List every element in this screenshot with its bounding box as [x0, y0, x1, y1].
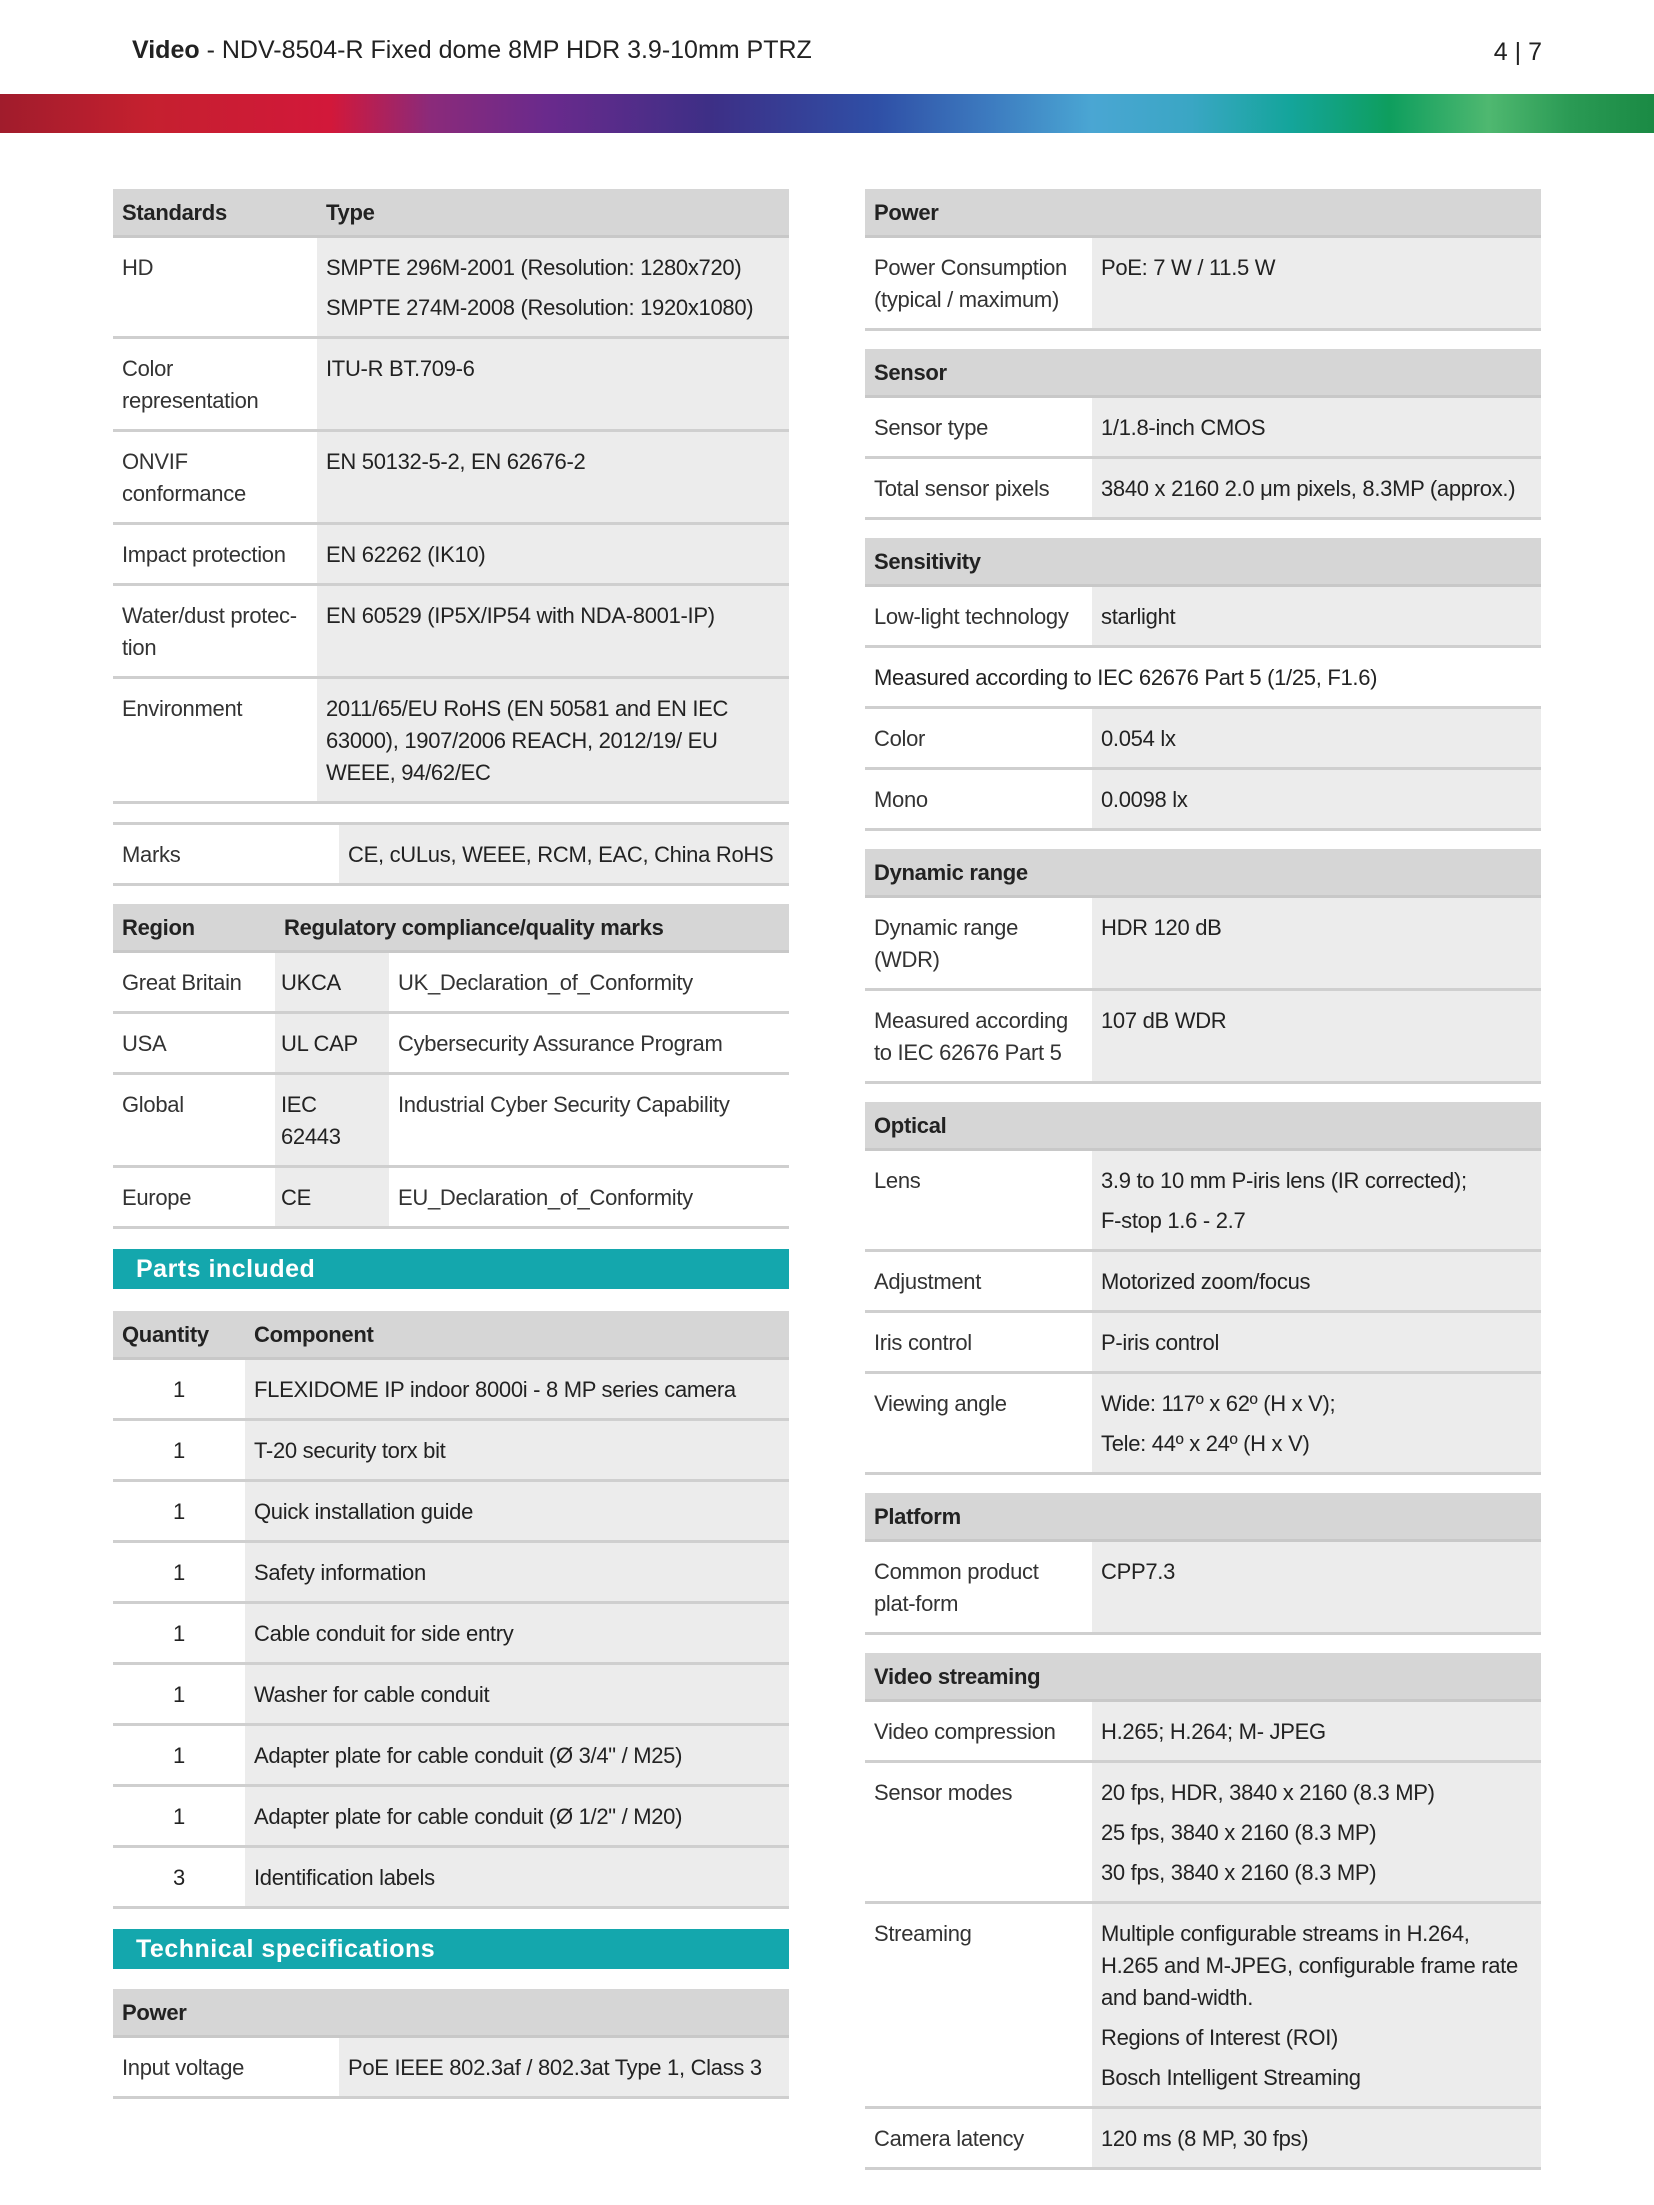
part-component: Washer for cable conduit	[245, 1664, 789, 1725]
streaming-value-line: H.265; H.264; M- JPEG	[1101, 1719, 1326, 1744]
power-consumption-value: PoE: 7 W / 11.5 W	[1092, 237, 1541, 330]
streaming-value-line: 120 ms (8 MP, 30 fps)	[1101, 2126, 1309, 2151]
part-row	[113, 1786, 789, 1847]
part-component: Cable conduit for side entry	[245, 1603, 789, 1664]
part-row	[113, 1359, 789, 1420]
sensitivity-table	[865, 538, 1541, 831]
optical-header: Optical	[865, 1102, 1541, 1150]
standard-value	[317, 431, 789, 524]
dynamic-range-row	[865, 897, 1541, 990]
region-desc: Cybersecurity Assurance Program	[389, 1013, 789, 1074]
platform-value: CPP7.3	[1092, 1541, 1541, 1634]
power-header: Power	[865, 189, 1541, 237]
streaming-row	[865, 1762, 1541, 1903]
optical-value-line: F-stop 1.6 - 2.7	[1101, 1208, 1246, 1233]
region-desc: Industrial Cyber Security Capability	[389, 1074, 789, 1167]
streaming-value-line: 20 fps, HDR, 3840 x 2160 (8.3 MP)	[1101, 1780, 1435, 1805]
region-table	[113, 904, 789, 1229]
platform-table	[865, 1493, 1541, 1635]
sensor-label: Sensor type	[865, 397, 1092, 458]
input-power-table	[113, 1989, 789, 2099]
sensitivity-row	[865, 708, 1541, 769]
page-number: 4 | 7	[1493, 38, 1542, 66]
streaming-value	[1092, 1762, 1541, 1903]
component-header: Component	[245, 1311, 789, 1359]
part-quantity: 1	[113, 1664, 245, 1725]
part-quantity: 1	[113, 1481, 245, 1542]
region-header: Region	[113, 904, 275, 952]
part-row	[113, 1847, 789, 1908]
left-column	[113, 189, 789, 2099]
standard-value	[317, 524, 789, 585]
part-component: Safety information	[245, 1542, 789, 1603]
sensor-value-line: 3840 x 2160 2.0 μm pixels, 8.3MP (approx.)	[1101, 476, 1516, 501]
optical-label: Iris control	[865, 1312, 1092, 1373]
optical-row	[865, 1150, 1541, 1251]
region-region: USA	[113, 1013, 275, 1074]
dynamic-range-header: Dynamic range	[865, 849, 1541, 897]
sensitivity-value	[1092, 769, 1541, 830]
part-component: Adapter plate for cable conduit (Ø 3/4" / M25)	[245, 1725, 789, 1786]
marks-table	[113, 822, 789, 886]
sensitivity-header: Sensitivity	[865, 538, 1541, 586]
part-quantity: 1	[113, 1603, 245, 1664]
standards-table	[113, 189, 789, 804]
standard-value-line: EN 50132-5-2, EN 62676-2	[326, 449, 586, 474]
region-row	[113, 1013, 789, 1074]
optical-row	[865, 1312, 1541, 1373]
video-streaming-table	[865, 1653, 1541, 2170]
standard-value	[317, 338, 789, 431]
part-component: Identification labels	[245, 1847, 789, 1908]
region-mark: UL CAP	[275, 1013, 389, 1074]
dynamic-range-label: Dynamic range (WDR)	[865, 897, 1092, 990]
region-desc: EU_Declaration_of_Conformity	[389, 1167, 789, 1228]
streaming-value-line: Regions of Interest (ROI)	[1101, 2025, 1339, 2050]
right-column	[865, 189, 1541, 2170]
sensor-value	[1092, 397, 1541, 458]
dynamic-range-value	[1092, 990, 1541, 1083]
sensitivity-label: Mono	[865, 769, 1092, 830]
sensor-value	[1092, 458, 1541, 519]
optical-value	[1092, 1251, 1541, 1312]
optical-value-line: Tele: 44º x 24º (H x V)	[1101, 1431, 1310, 1456]
standard-row	[113, 585, 789, 678]
part-row	[113, 1542, 789, 1603]
standard-row	[113, 237, 789, 338]
sensor-row	[865, 458, 1541, 519]
sensitivity-label: Color	[865, 708, 1092, 769]
parts-included-title: Parts included	[113, 1249, 789, 1289]
part-quantity: 1	[113, 1725, 245, 1786]
optical-label: Viewing angle	[865, 1373, 1092, 1474]
streaming-value-line: Multiple configurable streams in H.264, H.265 and M-JPEG, configurable frame rate and band-width.	[1101, 1921, 1518, 2010]
streaming-value-line: 30 fps, 3840 x 2160 (8.3 MP)	[1101, 1860, 1377, 1885]
input-voltage-label: Input voltage	[113, 2037, 339, 2098]
sensitivity-row	[865, 769, 1541, 830]
region-mark: IEC 62443	[275, 1074, 389, 1167]
standard-value	[317, 237, 789, 338]
streaming-value	[1092, 1701, 1541, 1762]
input-voltage-value: PoE IEEE 802.3af / 802.3at Type 1, Class 3	[339, 2037, 789, 2098]
dynamic-range-table	[865, 849, 1541, 1084]
standard-value-line: EN 62262 (IK10)	[326, 542, 486, 567]
streaming-value	[1092, 1903, 1541, 2108]
part-quantity: 1	[113, 1786, 245, 1847]
compliance-header: Regulatory compliance/quality marks	[275, 904, 789, 952]
optical-value-line: Motorized zoom/focus	[1101, 1269, 1311, 1294]
optical-value-line: 3.9 to 10 mm P-iris lens (IR corrected);	[1101, 1168, 1467, 1193]
optical-row	[865, 1251, 1541, 1312]
part-row	[113, 1420, 789, 1481]
streaming-row	[865, 1903, 1541, 2108]
standard-value-line: SMPTE 296M-2001 (Resolution: 1280x720)	[326, 255, 742, 280]
optical-value	[1092, 1312, 1541, 1373]
power-header: Power	[113, 1989, 789, 2037]
power-consumption-label: Power Consumption (typical / maximum)	[865, 237, 1092, 330]
part-component: Adapter plate for cable conduit (Ø 1/2" / M20)	[245, 1786, 789, 1847]
lowlight-label: Low-light technology	[865, 586, 1092, 647]
optical-table	[865, 1102, 1541, 1475]
streaming-row	[865, 1701, 1541, 1762]
dynamic-range-label: Measured according to IEC 62676 Part 5	[865, 990, 1092, 1083]
region-row	[113, 952, 789, 1013]
part-row	[113, 1481, 789, 1542]
lowlight-value: starlight	[1092, 586, 1541, 647]
page-header	[132, 36, 812, 65]
color-band	[0, 94, 1654, 133]
sensitivity-value	[1092, 708, 1541, 769]
sensitivity-value-line: 0.054 lx	[1101, 726, 1176, 751]
header-category: Video	[132, 36, 200, 64]
streaming-label: Streaming	[865, 1903, 1092, 2108]
sensor-value-line: 1/1.8-inch CMOS	[1101, 415, 1266, 440]
standard-value-line: ITU-R BT.709-6	[326, 356, 475, 381]
optical-label: Adjustment	[865, 1251, 1092, 1312]
part-quantity: 1	[113, 1420, 245, 1481]
part-component: FLEXIDOME IP indoor 8000i - 8 MP series camera	[245, 1359, 789, 1420]
standards-header: Standards	[113, 189, 317, 237]
streaming-label: Sensor modes	[865, 1762, 1092, 1903]
standard-row	[113, 338, 789, 431]
platform-label: Common product plat-form	[865, 1541, 1092, 1634]
region-region: Europe	[113, 1167, 275, 1228]
streaming-label: Camera latency	[865, 2108, 1092, 2169]
region-mark: UKCA	[275, 952, 389, 1013]
standard-label: Environment	[113, 678, 317, 803]
region-desc: UK_Declaration_of_Conformity	[389, 952, 789, 1013]
optical-row	[865, 1373, 1541, 1474]
marks-value: CE, cULus, WEEE, RCM, EAC, China RoHS	[339, 824, 789, 885]
optical-label: Lens	[865, 1150, 1092, 1251]
standard-value-line: EN 60529 (IP5X/IP54 with NDA-8001-IP)	[326, 603, 715, 628]
quantity-header: Quantity	[113, 1311, 245, 1359]
streaming-row	[865, 2108, 1541, 2169]
sensor-label: Total sensor pixels	[865, 458, 1092, 519]
part-quantity: 3	[113, 1847, 245, 1908]
region-row	[113, 1167, 789, 1228]
type-header: Type	[317, 189, 789, 237]
sensor-row	[865, 397, 1541, 458]
part-component: Quick installation guide	[245, 1481, 789, 1542]
standard-value	[317, 585, 789, 678]
region-region: Great Britain	[113, 952, 275, 1013]
part-quantity: 1	[113, 1359, 245, 1420]
standard-row	[113, 524, 789, 585]
standard-label: HD	[113, 237, 317, 338]
standard-value	[317, 678, 789, 803]
dynamic-range-value-line: 107 dB WDR	[1101, 1008, 1227, 1033]
dynamic-range-row	[865, 990, 1541, 1083]
power-table	[865, 189, 1541, 331]
streaming-value	[1092, 2108, 1541, 2169]
marks-label: Marks	[113, 824, 339, 885]
header-title: - NDV-8504-R Fixed dome 8MP HDR 3.9-10mm PTRZ	[199, 36, 812, 64]
streaming-value-line: 25 fps, 3840 x 2160 (8.3 MP)	[1101, 1820, 1377, 1845]
region-mark: CE	[275, 1167, 389, 1228]
standard-value-line: SMPTE 274M-2008 (Resolution: 1920x1080)	[326, 295, 754, 320]
part-component: T-20 security torx bit	[245, 1420, 789, 1481]
dynamic-range-value	[1092, 897, 1541, 990]
tech-specs-title: Technical specifications	[113, 1929, 789, 1969]
standard-row	[113, 431, 789, 524]
sensor-table	[865, 349, 1541, 520]
dynamic-range-value-line: HDR 120 dB	[1101, 915, 1222, 940]
sensitivity-note: Measured according to IEC 62676 Part 5 (1/25, F1.6)	[865, 647, 1541, 708]
standard-label: Water/dust protec-tion	[113, 585, 317, 678]
optical-value-line: P-iris control	[1101, 1330, 1220, 1355]
optical-value	[1092, 1150, 1541, 1251]
part-quantity: 1	[113, 1542, 245, 1603]
sensitivity-value-line: 0.0098 lx	[1101, 787, 1188, 812]
part-row	[113, 1664, 789, 1725]
part-row	[113, 1603, 789, 1664]
region-row	[113, 1074, 789, 1167]
part-row	[113, 1725, 789, 1786]
standard-label: ONVIF conformance	[113, 431, 317, 524]
streaming-label: Video compression	[865, 1701, 1092, 1762]
standard-value-line: 2011/65/EU RoHS (EN 50581 and EN IEC 63000), 1907/2006 REACH, 2012/19/ EU WEEE, 94/62/EC	[326, 696, 729, 785]
standard-row	[113, 678, 789, 803]
region-region: Global	[113, 1074, 275, 1167]
streaming-value-line: Bosch Intelligent Streaming	[1101, 2065, 1361, 2090]
optical-value-line: Wide: 117º x 62º (H x V);	[1101, 1391, 1336, 1416]
platform-header: Platform	[865, 1493, 1541, 1541]
optical-value	[1092, 1373, 1541, 1474]
sensor-header: Sensor	[865, 349, 1541, 397]
parts-table	[113, 1311, 789, 1909]
standard-label: Color representation	[113, 338, 317, 431]
video-streaming-header: Video streaming	[865, 1653, 1541, 1701]
standard-label: Impact protection	[113, 524, 317, 585]
